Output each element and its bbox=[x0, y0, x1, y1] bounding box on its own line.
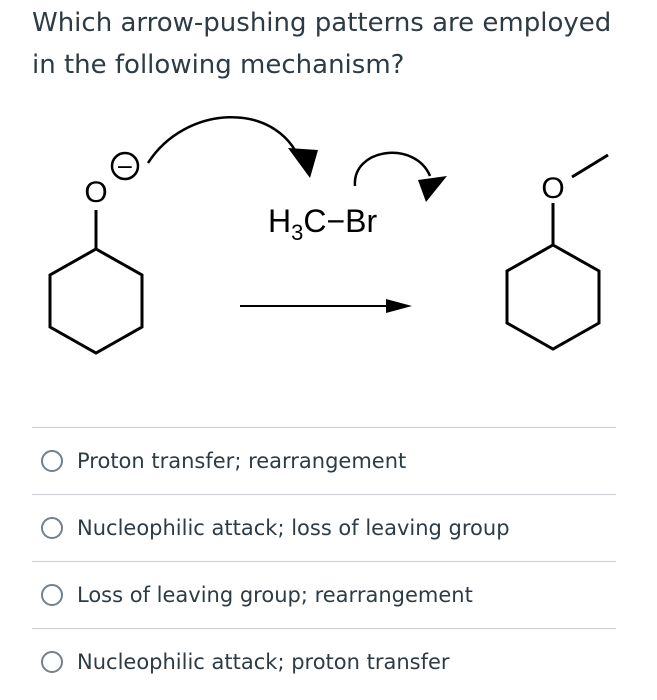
reagent-rest: C−Br bbox=[303, 203, 378, 239]
radio-button[interactable] bbox=[41, 651, 63, 673]
reaction-scheme bbox=[0, 95, 657, 395]
radio-button[interactable] bbox=[41, 450, 63, 472]
reagent-label bbox=[268, 203, 378, 245]
product-o-methyl-bond bbox=[572, 155, 608, 177]
option-proton-transfer-rearrangement[interactable] bbox=[32, 428, 616, 494]
radio-button[interactable] bbox=[41, 584, 63, 606]
option-nucleophilic-attack-proton-transfer[interactable] bbox=[32, 629, 616, 695]
option-label: Loss of leaving group; rearrangement bbox=[77, 583, 473, 607]
reaction-arrowhead bbox=[386, 299, 412, 313]
negative-charge bbox=[112, 153, 138, 180]
option-label: Nucleophilic attack; proton transfer bbox=[77, 650, 450, 674]
product-oxygen: O bbox=[541, 172, 565, 205]
charge-sign: − bbox=[115, 155, 135, 180]
option-label: Proton transfer; rearrangement bbox=[77, 449, 407, 473]
nucleophilic-attack-arrow bbox=[148, 117, 300, 163]
option-label: Nucleophilic attack; loss of leaving group bbox=[77, 516, 510, 540]
option-leaving-group-rearrangement[interactable] bbox=[32, 562, 616, 628]
reactant-molecule bbox=[50, 210, 142, 353]
reagent-h: H bbox=[268, 203, 292, 239]
question-text: Which arrow-pushing patterns are employed in the following mechanism? bbox=[32, 8, 612, 80]
answer-options bbox=[32, 427, 616, 695]
option-nucleophilic-attack-leaving-group[interactable] bbox=[32, 495, 616, 561]
reactant-cyclohexane-ring bbox=[50, 249, 142, 353]
leaving-group-arrowhead bbox=[418, 176, 447, 202]
reagent-subscript: 3 bbox=[291, 220, 304, 245]
reactant-oxygen: O bbox=[84, 176, 108, 209]
product-cyclohexane-ring bbox=[507, 245, 599, 349]
radio-button[interactable] bbox=[41, 517, 63, 539]
nucleophilic-attack-arrowhead bbox=[288, 148, 318, 178]
